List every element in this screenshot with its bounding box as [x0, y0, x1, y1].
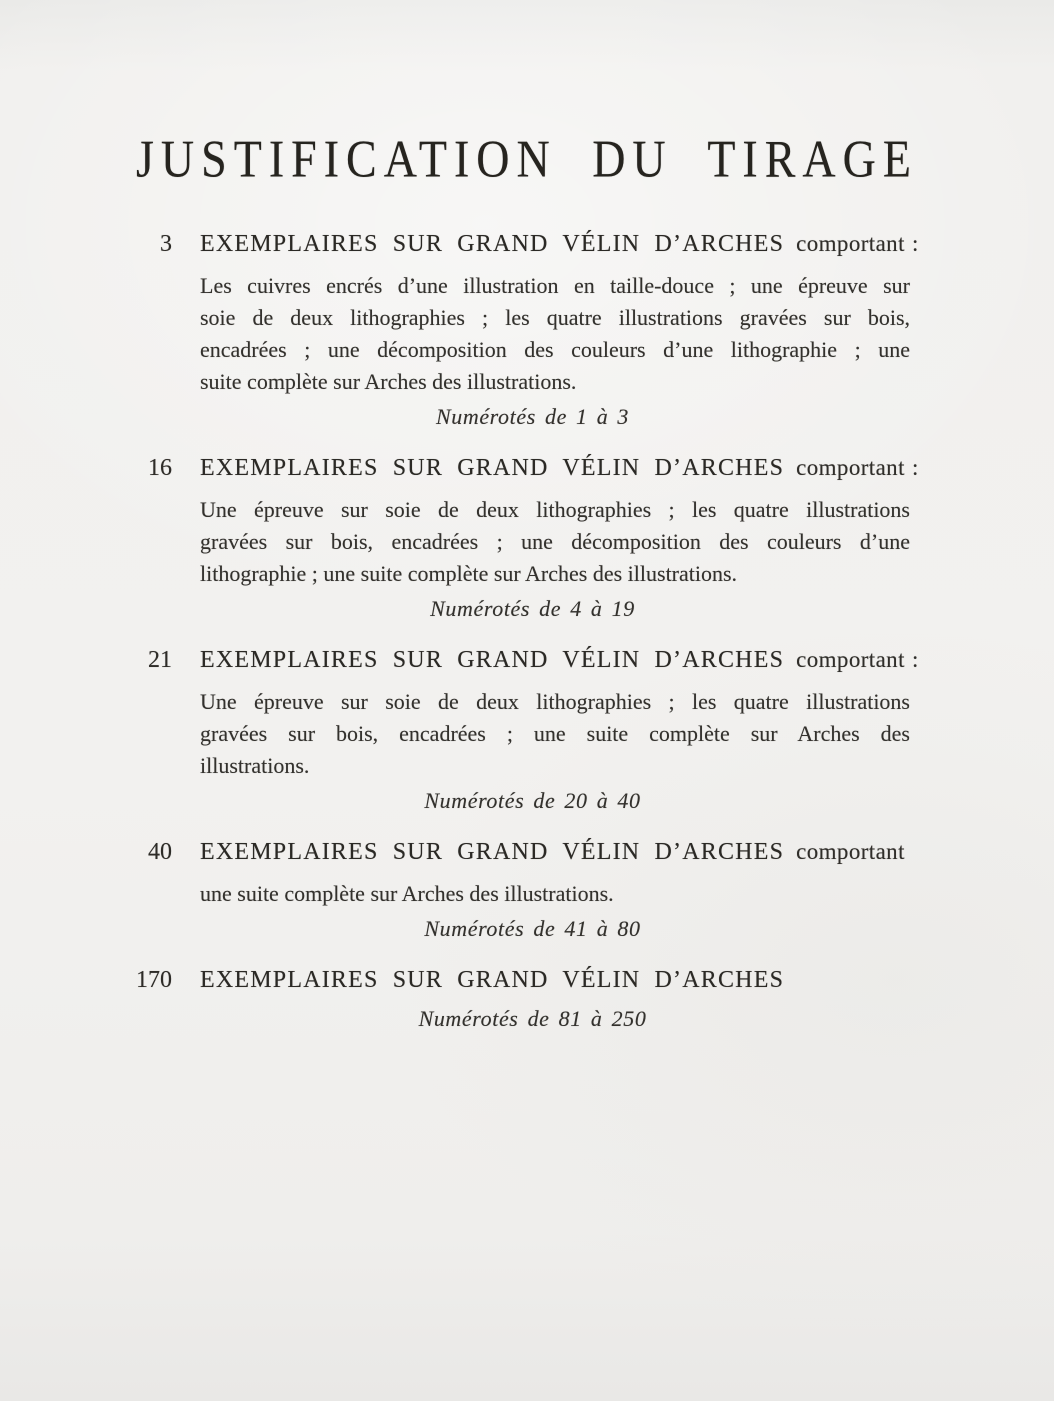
entry-heading-suffix: comportant : — [796, 455, 919, 480]
entry-heading — [200, 452, 919, 484]
body-line: Une épreuve sur soie de deux lithographies ; les quatre illustrations — [200, 689, 910, 714]
entry-heading-caps: EXEMPLAIRES SUR GRAND VÉLIN D’ARCHES — [200, 231, 785, 257]
entry-header — [0, 964, 1054, 996]
entry-heading-caps: EXEMPLAIRES SUR GRAND VÉLIN D’ARCHES — [200, 455, 785, 481]
entry-body — [200, 686, 910, 782]
entry-body — [200, 494, 910, 590]
entry-count: 170 — [136, 967, 172, 993]
entry-heading-caps: EXEMPLAIRES SUR GRAND VÉLIN D’ARCHES — [200, 967, 785, 993]
entry-heading-suffix: comportant : — [796, 647, 919, 672]
entry-heading-caps: EXEMPLAIRES SUR GRAND VÉLIN D’ARCHES — [200, 839, 785, 865]
entry-count: 21 — [148, 647, 172, 673]
entry-heading — [200, 964, 796, 996]
edition-entry-3 — [0, 644, 1054, 816]
body-line: soie de deux lithographies ; les quatre illustrations gravées sur bois, — [200, 305, 910, 330]
entry-heading-suffix: comportant — [796, 839, 905, 864]
body-line: Une épreuve sur soie de deux lithographies ; les quatre illustrations — [200, 497, 910, 522]
edition-entry-4 — [0, 836, 1054, 944]
edition-entry-2 — [0, 452, 1054, 624]
entry-header — [0, 644, 1054, 676]
entry-heading — [200, 836, 905, 868]
entry-body — [200, 270, 910, 398]
entry-heading — [200, 644, 919, 676]
body-line: une suite complète sur Arches des illustrations. — [200, 881, 614, 906]
entry-heading-suffix: comportant : — [796, 231, 919, 256]
numbering-note: Numérotés de 20 à 40 — [424, 788, 641, 813]
entry-count: 40 — [148, 839, 172, 865]
entry-header — [0, 228, 1054, 260]
numbering-note: Numérotés de 81 à 250 — [418, 1006, 647, 1031]
entry-count: 3 — [160, 231, 172, 257]
entry-header — [0, 836, 1054, 868]
edition-entry-5 — [0, 964, 1054, 1034]
entry-heading — [200, 228, 919, 260]
body-line: lithographie ; une suite complète sur Arches des illustrations. — [200, 561, 738, 586]
entry-count: 16 — [148, 455, 172, 481]
body-line: gravées sur bois, encadrées ; une suite complète sur Arches des — [200, 721, 910, 746]
numbering-note: Numérotés de 4 à 19 — [430, 596, 635, 621]
entry-body — [200, 878, 910, 910]
numbering-note: Numérotés de 1 à 3 — [435, 404, 630, 429]
numbering-note: Numérotés de 41 à 80 — [424, 916, 641, 941]
body-line: Les cuivres encrés d’une illustration en taille-douce ; une épreuve sur — [200, 273, 910, 298]
body-line: suite complète sur Arches des illustrations. — [200, 369, 577, 394]
entry-heading-caps: EXEMPLAIRES SUR GRAND VÉLIN D’ARCHES — [200, 647, 785, 673]
entry-header — [0, 452, 1054, 484]
body-line: gravées sur bois, encadrées ; une décomposition des couleurs d’une — [200, 529, 910, 554]
edition-entry-1 — [0, 228, 1054, 432]
body-line: illustrations. — [200, 753, 310, 778]
page-title: JUSTIFICATION DU TIRAGE — [136, 128, 918, 188]
body-line: encadrées ; une décomposition des couleurs d’une lithographie ; une — [200, 337, 910, 362]
